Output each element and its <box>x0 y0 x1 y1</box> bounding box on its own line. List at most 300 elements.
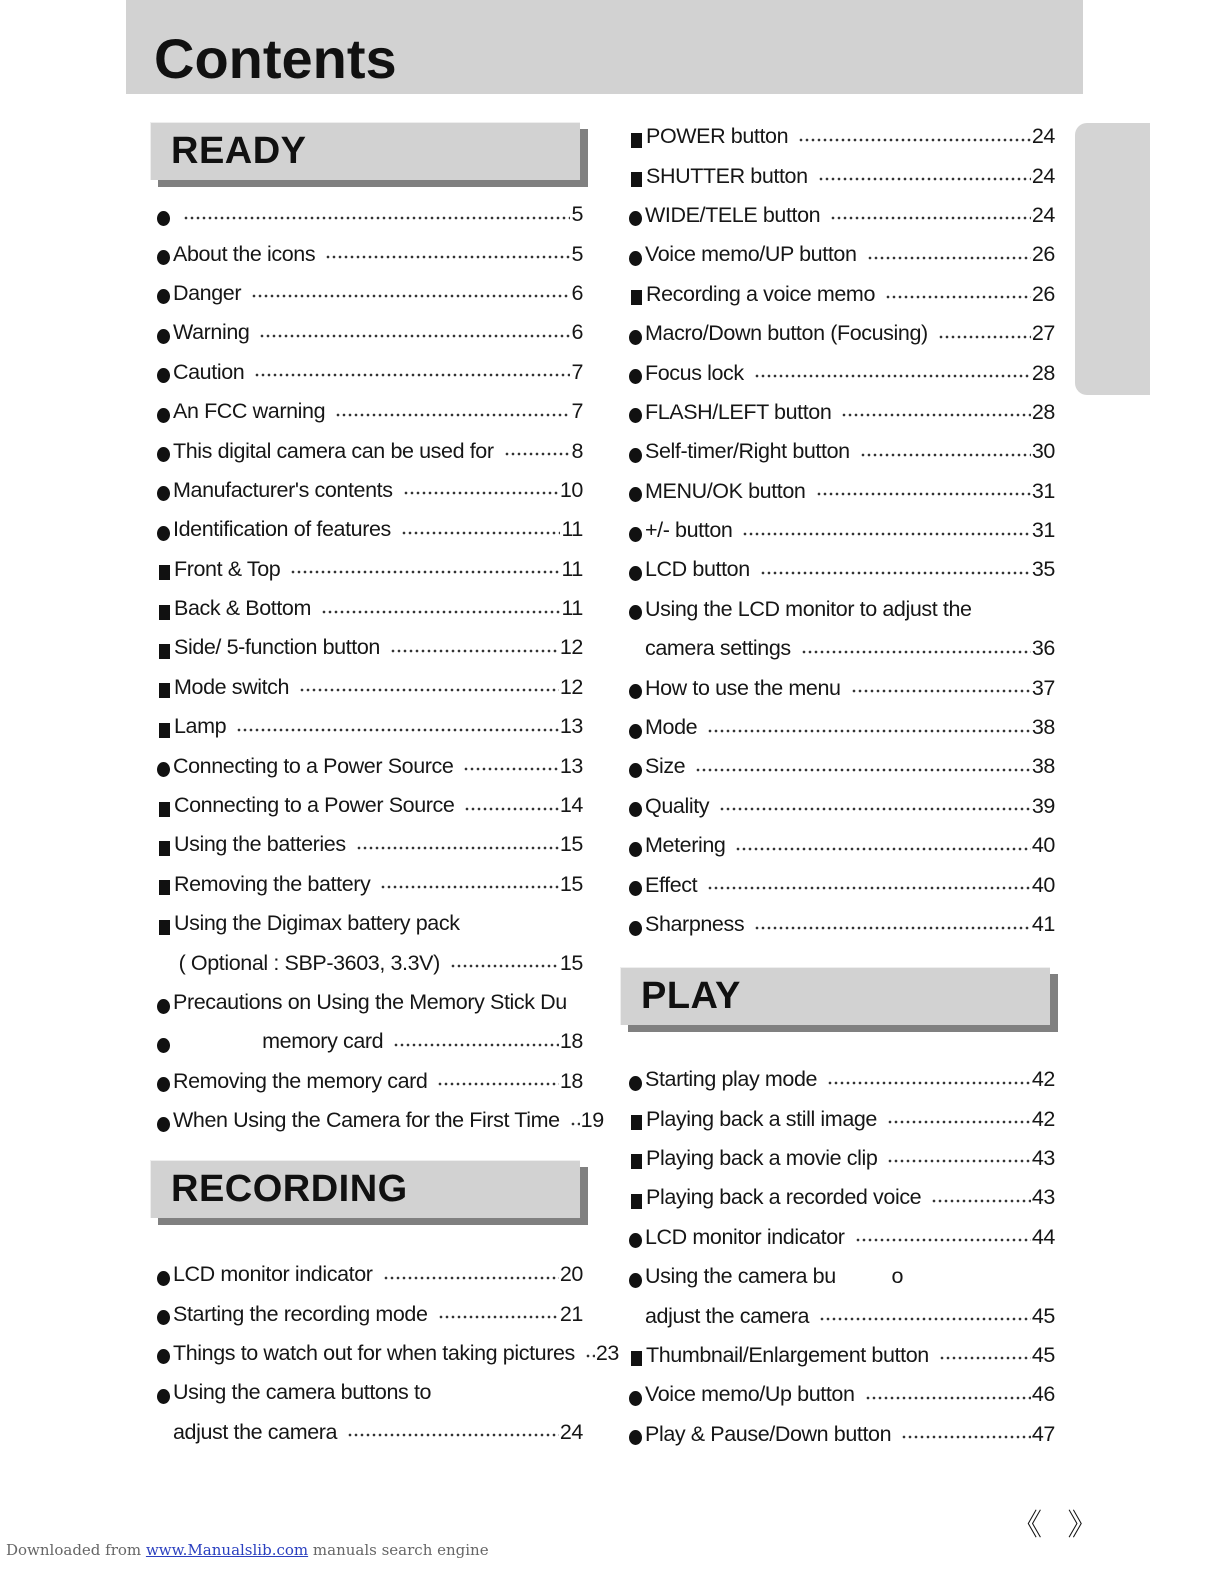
round-bullet-icon <box>629 408 642 423</box>
toc-entry[interactable] <box>627 156 1055 195</box>
toc-entry[interactable] <box>627 1139 1055 1178</box>
square-bullet-icon <box>159 920 170 935</box>
toc-page-number: 5 <box>571 241 583 266</box>
dot-leader <box>380 878 559 890</box>
toc-entry[interactable] <box>627 235 1055 274</box>
toc-entry[interactable] <box>627 1415 1055 1454</box>
toc-page-number: 6 <box>571 280 583 305</box>
toc-page-number: 45 <box>1031 1342 1055 1367</box>
toc-page-number: 23 <box>595 1340 619 1365</box>
toc-page-number: 31 <box>1031 478 1055 503</box>
dot-leader <box>356 839 559 851</box>
toc-entry-title: Connecting to a Power Source <box>173 753 454 778</box>
toc-entry-title: Things to watch out for when taking pictures <box>173 1340 575 1365</box>
toc-entry-title: Using the Digimax battery pack <box>174 911 460 936</box>
toc-entry-title: An FCC warning <box>173 399 326 424</box>
toc-entry[interactable] <box>627 865 1055 904</box>
toc-entry-title: MENU/OK button <box>645 478 806 503</box>
toc-entry-title: FLASH/LEFT button <box>645 399 832 424</box>
toc-entry[interactable] <box>155 353 583 392</box>
toc-entry[interactable] <box>155 983 583 1022</box>
square-bullet-icon <box>159 605 170 620</box>
dot-leader <box>885 288 1031 300</box>
dot-leader <box>938 328 1031 340</box>
toc-entry-title: WIDE/TELE button <box>645 202 821 227</box>
toc-page-number: 43 <box>1031 1145 1055 1170</box>
toc-list-ready <box>155 195 604 1140</box>
toc-entry-title: Effect <box>645 872 698 897</box>
toc-page-number: 24 <box>1031 163 1055 188</box>
toc-entry-title: This digital camera can be used for <box>173 438 494 463</box>
round-bullet-icon <box>157 368 170 383</box>
toc-entry-title: Self-timer/Right button <box>645 439 850 464</box>
dot-leader <box>818 170 1031 182</box>
dot-leader <box>325 248 570 260</box>
toc-entry[interactable] <box>627 826 1055 865</box>
toc-entry[interactable] <box>155 1062 583 1101</box>
toc-entry[interactable] <box>155 471 583 510</box>
toc-page-number: 35 <box>1031 557 1055 582</box>
toc-entry-title: How to use the menu <box>645 675 841 700</box>
round-bullet-icon <box>629 763 642 778</box>
toc-entry-title: Mode <box>645 715 698 740</box>
dot-leader <box>463 760 558 772</box>
round-bullet-icon <box>157 1389 170 1404</box>
toc-entry-title: adjust the camera <box>173 1419 338 1444</box>
dot-leader <box>860 446 1031 458</box>
square-bullet-icon <box>631 1154 642 1169</box>
toc-page-number: 38 <box>1031 715 1055 740</box>
dot-leader <box>335 406 570 418</box>
toc-page-number: 30 <box>1031 439 1055 464</box>
round-bullet-icon <box>629 1273 642 1288</box>
toc-entry-title: Recording a voice memo <box>646 281 876 306</box>
toc-page-number: 7 <box>571 359 583 384</box>
toc-entry[interactable] <box>155 1334 619 1373</box>
toc-entry[interactable] <box>627 117 1055 156</box>
round-bullet-icon <box>157 250 170 265</box>
toc-entry-title: adjust the camera <box>645 1303 810 1328</box>
toc-entry-title: Removing the battery <box>174 871 371 896</box>
toc-page-number: 7 <box>571 399 583 424</box>
toc-page-number: 18 <box>559 1068 583 1093</box>
dot-leader <box>390 642 559 654</box>
toc-page-number: 38 <box>1031 754 1055 779</box>
section-title-recording: RECORDING <box>171 1168 408 1210</box>
toc-entry[interactable] <box>155 431 583 470</box>
section-title-play: PLAY <box>641 975 741 1017</box>
toc-page-number: 26 <box>1031 281 1055 306</box>
dot-leader <box>901 1428 1031 1440</box>
toc-page-number: 11 <box>561 556 583 581</box>
toc-page-number: 37 <box>1031 675 1055 700</box>
round-bullet-icon <box>629 527 642 542</box>
toc-page-number: 44 <box>1031 1224 1055 1249</box>
toc-entry-title: Danger <box>173 280 242 305</box>
toc-entry[interactable] <box>627 590 1055 629</box>
square-bullet-icon <box>159 841 170 856</box>
square-bullet-icon <box>159 683 170 698</box>
toc-entry-title: LCD monitor indicator <box>173 1262 373 1287</box>
dot-leader <box>236 721 559 733</box>
round-bullet-icon <box>629 881 642 896</box>
round-bullet-icon <box>157 211 170 226</box>
chapter-tab <box>1075 123 1150 395</box>
toc-entry[interactable] <box>627 1060 1055 1099</box>
round-bullet-icon <box>157 329 170 344</box>
toc-entry[interactable] <box>155 786 583 825</box>
toc-entry-title: Lamp <box>174 714 227 739</box>
toc-entry-title: Starting play mode <box>645 1067 818 1092</box>
dot-leader <box>695 761 1031 773</box>
dot-leader <box>437 1075 558 1087</box>
toc-entry[interactable] <box>155 904 583 943</box>
dot-leader <box>183 209 570 221</box>
dot-leader <box>865 1389 1031 1401</box>
dot-leader <box>383 1269 559 1281</box>
toc-entry[interactable] <box>627 314 1055 353</box>
toc-entry[interactable] <box>627 1296 1055 1335</box>
toc-page-number: 13 <box>559 714 583 739</box>
toc-page-number: 47 <box>1031 1421 1055 1446</box>
toc-entry-title: Playing back a recorded voice <box>646 1185 922 1210</box>
toc-page-number: 14 <box>559 793 583 818</box>
dot-leader <box>707 722 1031 734</box>
toc-entry[interactable] <box>627 1218 1055 1257</box>
toc-entry-title: +/- button <box>645 518 733 543</box>
toc-entry[interactable] <box>627 787 1055 826</box>
toc-entry-title: Using the camera bu o <box>645 1264 904 1289</box>
round-bullet-icon <box>157 447 170 462</box>
square-bullet-icon <box>159 802 170 817</box>
dot-leader <box>801 643 1031 655</box>
toc-page-number: 42 <box>1031 1067 1055 1092</box>
round-bullet-icon <box>157 486 170 501</box>
toc-entry[interactable] <box>155 628 583 667</box>
toc-entry[interactable] <box>155 825 583 864</box>
page-title: Contents <box>154 27 397 90</box>
download-footer <box>6 1541 489 1559</box>
toc-page-number: 39 <box>1031 793 1055 818</box>
toc-entry-title: camera settings <box>645 636 791 661</box>
toc-entry-title: Caution <box>173 359 245 384</box>
round-bullet-icon <box>629 842 642 857</box>
toc-page-number: 12 <box>559 674 583 699</box>
toc-entry-title: Identification of features <box>173 517 391 542</box>
toc-entry-title: LCD button <box>645 557 750 582</box>
section-header-ready <box>150 122 588 187</box>
dot-leader <box>851 682 1031 694</box>
toc-entry-title: Voice memo/Up button <box>645 1382 855 1407</box>
toc-entry-title: Back & Bottom <box>174 596 311 621</box>
dot-leader <box>299 681 559 693</box>
square-bullet-icon <box>159 565 170 580</box>
round-bullet-icon <box>629 802 642 817</box>
round-bullet-icon <box>629 724 642 739</box>
toc-page-number: 26 <box>1031 242 1055 267</box>
round-bullet-icon <box>157 1349 170 1364</box>
toc-page-number: 45 <box>1031 1303 1055 1328</box>
toc-entry[interactable] <box>155 746 583 785</box>
dot-leader <box>347 1426 559 1438</box>
round-bullet-icon <box>629 211 642 226</box>
toc-entry-title: Metering <box>645 833 726 858</box>
toc-entry-title: Macro/Down button (Focusing) <box>645 321 928 346</box>
round-bullet-icon <box>629 487 642 502</box>
toc-entry-title: Starting the recording mode <box>173 1301 428 1326</box>
dot-leader <box>401 524 561 536</box>
dot-leader <box>819 1310 1031 1322</box>
square-bullet-icon <box>159 723 170 738</box>
toc-entry[interactable] <box>155 1022 583 1061</box>
round-bullet-icon <box>157 999 170 1014</box>
toc-entry-title: Playing back a movie clip <box>646 1145 878 1170</box>
toc-page-number: 43 <box>1031 1185 1055 1210</box>
toc-entry[interactable] <box>627 1099 1055 1138</box>
round-bullet-icon <box>157 1077 170 1092</box>
toc-page-number: 40 <box>1031 833 1055 858</box>
toc-page-number: 10 <box>559 477 583 502</box>
toc-page-number: 46 <box>1031 1382 1055 1407</box>
dot-leader <box>816 485 1031 497</box>
square-bullet-icon <box>631 1351 642 1366</box>
toc-entry-title: Sharpness <box>645 912 745 936</box>
dot-leader <box>450 957 559 969</box>
round-bullet-icon <box>629 1233 642 1248</box>
section-header-recording <box>150 1160 588 1225</box>
toc-page-number: 40 <box>1031 872 1055 897</box>
toc-entry-title: Voice memo/UP button <box>645 242 857 267</box>
toc-entry[interactable] <box>155 510 583 549</box>
square-bullet-icon <box>631 1115 642 1130</box>
toc-entry-title: POWER button <box>646 124 789 149</box>
toc-list-right-column <box>627 117 1055 944</box>
toc-page-number: 11 <box>561 517 583 542</box>
dot-leader <box>707 879 1031 891</box>
dot-leader <box>254 366 570 378</box>
toc-entry-title: When Using the Camera for the First Time <box>173 1108 560 1133</box>
toc-page-number: 12 <box>559 635 583 660</box>
toc-entry-title: Using the camera buttons to <box>173 1380 432 1405</box>
toc-entry-title: Front & Top <box>174 556 281 581</box>
toc-entry[interactable] <box>155 707 583 746</box>
title-band <box>126 0 1083 94</box>
dot-leader <box>742 525 1030 537</box>
dot-leader <box>290 563 560 575</box>
square-bullet-icon <box>631 133 642 148</box>
toc-entry[interactable] <box>627 905 1055 944</box>
square-bullet-icon <box>631 290 642 305</box>
dot-leader <box>754 919 1031 931</box>
dot-leader <box>855 1231 1031 1243</box>
toc-entry[interactable] <box>627 1375 1055 1414</box>
round-bullet-icon <box>629 369 642 384</box>
toc-list-play <box>627 1060 1055 1454</box>
toc-entry-title: Manufacturer's contents <box>173 477 393 502</box>
footer-suffix: manuals search engine <box>312 1541 489 1559</box>
toc-entry[interactable] <box>155 274 583 313</box>
toc-entry[interactable] <box>155 943 583 982</box>
toc-entry[interactable] <box>627 708 1055 747</box>
dot-leader <box>735 840 1030 852</box>
toc-entry[interactable] <box>627 196 1055 235</box>
toc-page-number: 11 <box>561 596 583 621</box>
toc-entry[interactable] <box>627 511 1055 550</box>
round-bullet-icon <box>629 684 642 699</box>
dot-leader <box>393 1036 559 1048</box>
dot-leader <box>464 800 558 812</box>
toc-page-number: 18 <box>559 1029 583 1054</box>
toc-entry-title: Size <box>645 754 686 779</box>
toc-entry[interactable] <box>627 432 1055 471</box>
round-bullet-icon <box>157 762 170 777</box>
dot-leader <box>719 800 1031 812</box>
section-title-ready: READY <box>171 130 307 172</box>
round-bullet-icon <box>629 921 642 936</box>
toc-page-number: 28 <box>1031 360 1055 385</box>
round-bullet-icon <box>157 1038 170 1053</box>
toc-page-number: 13 <box>559 753 583 778</box>
dot-leader <box>251 287 570 299</box>
section-header-play <box>620 967 1058 1032</box>
toc-entry[interactable] <box>155 865 583 904</box>
toc-entry[interactable] <box>627 353 1055 392</box>
dot-leader <box>830 209 1031 221</box>
dot-leader <box>931 1192 1031 1204</box>
toc-page-number: 24 <box>1031 124 1055 149</box>
toc-page-number: 24 <box>559 1419 583 1444</box>
dot-leader <box>259 327 570 339</box>
round-bullet-icon <box>157 289 170 304</box>
toc-entry[interactable] <box>155 313 583 352</box>
round-bullet-icon <box>629 566 642 581</box>
toc-page-number: 27 <box>1031 321 1055 346</box>
round-bullet-icon <box>629 1430 642 1445</box>
round-bullet-icon <box>157 1310 170 1325</box>
page-nav-arrows: 《 》 <box>1012 1508 1106 1543</box>
toc-entry-title: ( Optional : SBP-3603, 3.3V) <box>173 950 440 975</box>
toc-entry[interactable] <box>627 668 1055 707</box>
dot-leader <box>570 1115 580 1127</box>
dot-leader <box>887 1152 1030 1164</box>
round-bullet-icon <box>629 605 642 620</box>
toc-page-number: 31 <box>1031 518 1055 543</box>
toc-entry-title: Using the batteries <box>174 832 346 857</box>
dot-leader <box>585 1347 595 1359</box>
toc-entry-title: SHUTTER button <box>646 163 808 188</box>
toc-entry-title: Play & Pause/Down button <box>645 1421 892 1446</box>
toc-list-recording <box>155 1255 619 1452</box>
toc-entry-title: Using the LCD monitor to adjust the <box>645 596 972 621</box>
toc-entry[interactable] <box>627 1257 1055 1296</box>
toc-page-number: 20 <box>559 1262 583 1287</box>
toc-entry-title: Warning <box>173 320 250 345</box>
toc-entry[interactable] <box>627 550 1055 589</box>
toc-entry[interactable] <box>627 629 1055 668</box>
toc-entry[interactable] <box>155 1373 583 1412</box>
round-bullet-icon <box>157 1271 170 1286</box>
toc-entry[interactable] <box>155 1294 583 1333</box>
toc-entry-title: Side/ 5-function button <box>174 635 380 660</box>
dot-leader <box>887 1113 1031 1125</box>
dot-leader <box>321 603 560 615</box>
toc-page-number: 41 <box>1031 912 1055 936</box>
dot-leader <box>841 406 1030 418</box>
toc-entry[interactable] <box>155 1413 583 1452</box>
toc-page-number: 42 <box>1031 1106 1055 1131</box>
toc-page-number: 28 <box>1031 399 1055 424</box>
toc-page-number: 5 <box>571 202 583 227</box>
toc-page-number: 15 <box>559 871 583 896</box>
toc-entry-title: Quality <box>645 793 710 818</box>
toc-entry-title: Thumbnail/Enlargement button <box>646 1342 929 1367</box>
toc-entry[interactable] <box>155 234 583 273</box>
toc-entry[interactable] <box>627 275 1055 314</box>
toc-page-number: 24 <box>1031 202 1055 227</box>
toc-entry[interactable] <box>627 1178 1055 1217</box>
toc-entry[interactable] <box>155 668 583 707</box>
toc-entry-title: Playing back a still image <box>646 1106 877 1131</box>
square-bullet-icon <box>159 644 170 659</box>
square-bullet-icon <box>631 172 642 187</box>
round-bullet-icon <box>629 330 642 345</box>
round-bullet-icon <box>629 448 642 463</box>
dot-leader <box>867 249 1031 261</box>
toc-entry[interactable] <box>627 472 1055 511</box>
round-bullet-icon <box>629 1076 642 1091</box>
dot-leader <box>760 564 1031 576</box>
dot-leader <box>939 1349 1031 1361</box>
toc-entry-title: Connecting to a Power Source <box>174 793 455 818</box>
round-bullet-icon <box>157 1117 170 1132</box>
toc-page-number: 15 <box>559 832 583 857</box>
toc-entry[interactable] <box>155 589 583 628</box>
toc-entry-title: LCD monitor indicator <box>645 1224 845 1249</box>
toc-entry-title: memory card <box>173 1029 384 1054</box>
toc-entry-title: Precautions on Using the Memory Stick Du <box>173 990 567 1014</box>
toc-entry[interactable] <box>155 1255 583 1294</box>
toc-entry[interactable] <box>155 392 583 431</box>
toc-entry[interactable] <box>627 747 1055 786</box>
dot-leader <box>438 1308 559 1320</box>
toc-entry-title: About the icons <box>173 241 316 266</box>
dot-leader <box>798 131 1031 143</box>
toc-entry[interactable] <box>155 195 583 234</box>
toc-page-number: 19 <box>580 1108 604 1133</box>
dot-leader <box>504 445 571 457</box>
toc-page-number: 21 <box>559 1301 583 1326</box>
toc-entry-title: Removing the memory card <box>173 1068 428 1093</box>
round-bullet-icon <box>629 251 642 266</box>
toc-entry[interactable] <box>155 1101 604 1140</box>
toc-entry[interactable] <box>627 1336 1055 1375</box>
toc-entry[interactable] <box>627 393 1055 432</box>
dot-leader <box>827 1074 1031 1086</box>
toc-page-number: 8 <box>571 438 583 463</box>
toc-page-number: 36 <box>1031 636 1055 661</box>
toc-page-number: 6 <box>571 320 583 345</box>
toc-page-number: 15 <box>559 950 583 975</box>
toc-entry-title: Focus lock <box>645 360 744 385</box>
round-bullet-icon <box>157 526 170 541</box>
dot-leader <box>754 367 1031 379</box>
manualslib-link[interactable]: www.Manualslib.com <box>145 1541 309 1559</box>
square-bullet-icon <box>631 1194 642 1209</box>
footer-prefix: Downloaded from <box>6 1541 142 1559</box>
toc-entry-title: Mode switch <box>174 674 290 699</box>
toc-entry[interactable] <box>155 550 583 589</box>
dot-leader <box>403 484 559 496</box>
